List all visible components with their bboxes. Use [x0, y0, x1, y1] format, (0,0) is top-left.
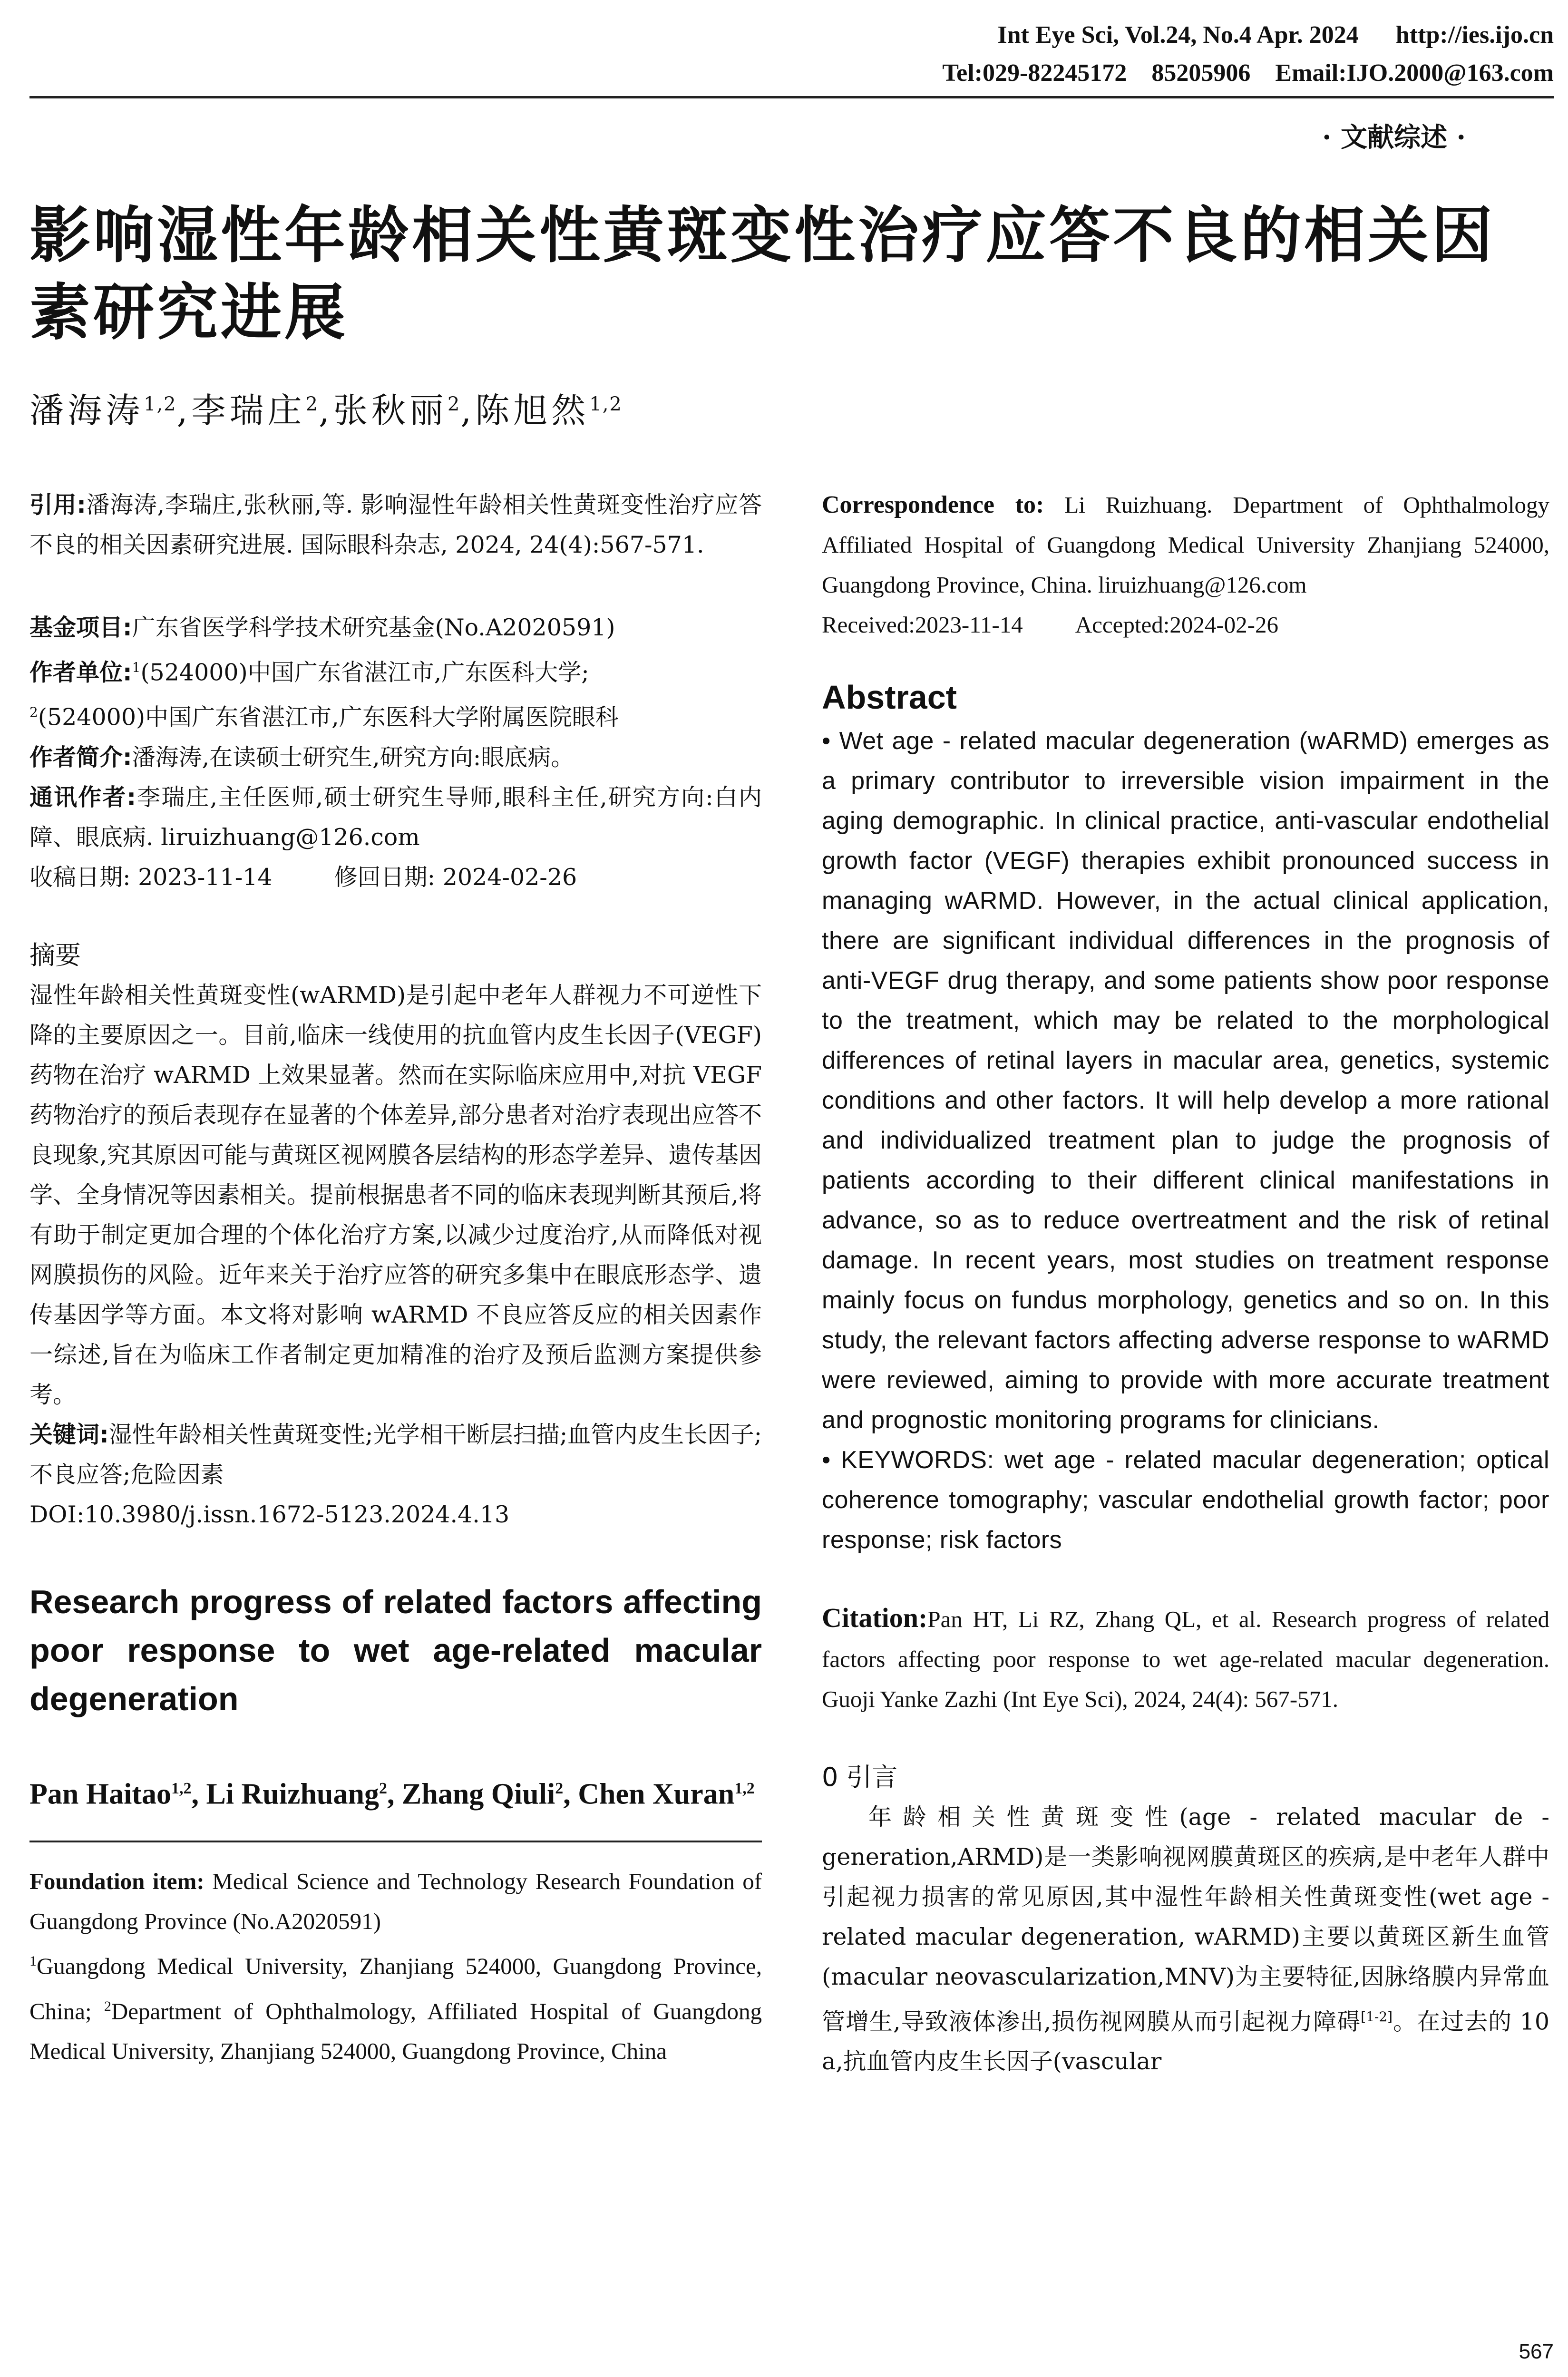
correspondence-en: Correspondence to: Li Ruizhuang. Department of Ophthalmology Affiliated Hospital of Guangdong Medical University Zhanjiang 524000, Guangdong Province, China. liruizhuang@126.com: [822, 491, 1549, 598]
citation-cn: 引用:潘海涛,李瑞庄,张秋丽,等. 影响湿性年龄相关性黄斑变性治疗应答不良的相关因素研究进展. 国际眼科杂志, 2024, 24(4):567-571.: [29, 491, 762, 558]
affiliations-en: $^1$Guangdong Medical University, Zhanjiang 524000, Guangdong Province, China; $^2$Department of Ophthalmology, Affiliated Hospital of Guangdong Medical University, Zhanjiang 524000, Guangdong Province, China: [29, 1953, 762, 2064]
abstract-heading-en: Abstract: [822, 679, 957, 716]
abstract-cn: 湿性年龄相关性黄斑变性(wARMD)是引起中老年人群视力不可逆性下降的主要原因之一。目前,临床一线使用的抗血管内皮生长因子(VEGF)药物在治疗 wARMD 上效果显著。然而在实际临床应用中,对抗 VEGF 药物治疗的预后表现存在显著的个体差异,部分患者对治疗表现出应答不良现象,究其原因可能与黄斑区视网膜各层结构的形态学差异、遗传基因学、全身情况等因素相关。提前根据患者不同的临床表现判断其预后,将有助于制定更加合理的个体化治疗方案,以减少过度治疗,从而降低对视网膜损伤的风险。近年来关于治疗应答的研究多集中在眼底形态学、遗传基因学等方面。本文将对影响 wARMD 不良应答反应的相关因素作一综述,旨在为临床工作者制定更加精准的治疗及预后监测方案提供参考。: [29, 981, 762, 1408]
dates-cn: 收稿日期: 2023-11-14 修回日期: 2024-02-26: [29, 863, 577, 891]
abstract-heading-cn: 摘要: [29, 940, 81, 970]
section-tag: · 文献综述 ·: [1322, 122, 1466, 153]
left-column: [29, 485, 762, 2071]
corr-cn: 通讯作者:李瑞庄,主任医师,硕士研究生导师,眼科主任,研究方向:白内障、眼底病. liruizhuang@126.com: [29, 783, 762, 851]
authors-en: Pan Haitao$^{1,2}$, Li Ruizhuang$^2$, Zhang Qiuli$^2$, Chen Xuran$^{1,2}$: [29, 1778, 755, 1811]
intro-paragraph: 年龄相关性黄斑变性(age - related macular de - generation,ARMD)是一类影响视网膜黄斑区的疾病,是中老年人群中引起视力损害的常见原因,其中湿性年龄相关性黄斑变性(wet age - related macular degeneration, wARMD)主要以黄斑区新生血管(macular neovascularization,MNV)为主要特征,因脉络膜内异常血管增生,导致液体渗出,损伤视网膜从而引起视力障碍[1-2]。在过去的 10 a,抗血管内皮生长因子(vascular: [822, 1803, 1549, 2075]
title-en: Research progress of related factors affecting poor response to wet age-related macular degeneration: [29, 1583, 762, 1717]
doi: DOI:10.3980/j.issn.1672-5123.2024.4.13: [29, 1500, 510, 1528]
authors-cn: 潘海涛$^{1,2}$,李瑞庄$^2$,张秋丽$^2$,陈旭然$^{1,2}$: [29, 390, 623, 430]
intro-heading: 0 引言: [822, 1762, 898, 1792]
citation-en: Citation:Pan HT, Li RZ, Zhang QL, et al. Research progress of related factors affecting poor response to wet age-related macular degeneration. Guoji Yanke Zazhi (Int Eye Sci), 2024, 24(4): 567-571.: [822, 1602, 1549, 1712]
page-number: 567: [1519, 2340, 1554, 2363]
bio-cn: 作者简介:潘海涛,在读硕士研究生,研究方向:眼底病。: [29, 743, 575, 771]
fund-cn: 基金项目:广东省医学科学技术研究基金(No.A2020591): [29, 614, 615, 641]
abstract-en: • Wet age - related macular degeneration (wARMD) emerges as a primary contributor to irreversible vision impairment in the aging demographic. In clinical practice, anti-vascular endothelial growth factor (VEGF) therapies exhibit pronounced success in managing wARMD. However, in the actual clinical application, there are significant individual differences in the prognosis of anti-VEGF drug therapy, and some patients show poor response to the treatment, which may be related to the morphological differences of retinal layers in macular area, genetics, systemic conditions and other factors. It will help develop a more rational and individualized treatment plan to judge the prognosis of patients according to their different clinical manifestations in advance, so as to reduce overtreatment and the risk of retinal damage. In recent years, most studies on treatment response mainly focus on fundus morphology, genetics and so on. In this study, the relevant factors affecting adverse response to wARMD were reviewed, aiming to provide with more accurate treatment and prognostic monitoring programs for clinicians.: [822, 727, 1549, 1434]
unit-cn: 作者单位:$^1$(524000)中国广东省湛江市,广东医科大学; $^2$(524000)中国广东省湛江市,广东医科大学附属医院眼科: [29, 659, 619, 731]
journal-header-line2: Tel:029-82245172 85205906 Email:IJO.2000@163.com: [942, 59, 1554, 87]
dates-en: Received:2023-11-14 Accepted:2024-02-26: [822, 612, 1278, 638]
keywords-cn: 关键词:湿性年龄相关性黄斑变性;光学相干断层扫描;血管内皮生长因子;不良应答;危险因素: [29, 1421, 762, 1488]
foundation-en: Foundation item: Medical Science and Technology Research Foundation of Guangdong Province (No.A2020591): [29, 1868, 762, 1935]
header-rule: [29, 96, 1554, 98]
right-column: [822, 485, 1549, 2082]
authors-rule: [29, 1817, 762, 1842]
journal-header-line1: Int Eye Sci, Vol.24, No.4 Apr. 2024 http://ies.ijo.cn: [997, 21, 1554, 49]
page-title: 影响湿性年龄相关性黄斑变性治疗应答不良的相关因素研究进展: [29, 200, 1496, 348]
keywords-en: • KEYWORDS: wet age - related macular degeneration; optical coherence tomography; vascular endothelial growth factor; poor response; risk factors: [822, 1446, 1549, 1554]
